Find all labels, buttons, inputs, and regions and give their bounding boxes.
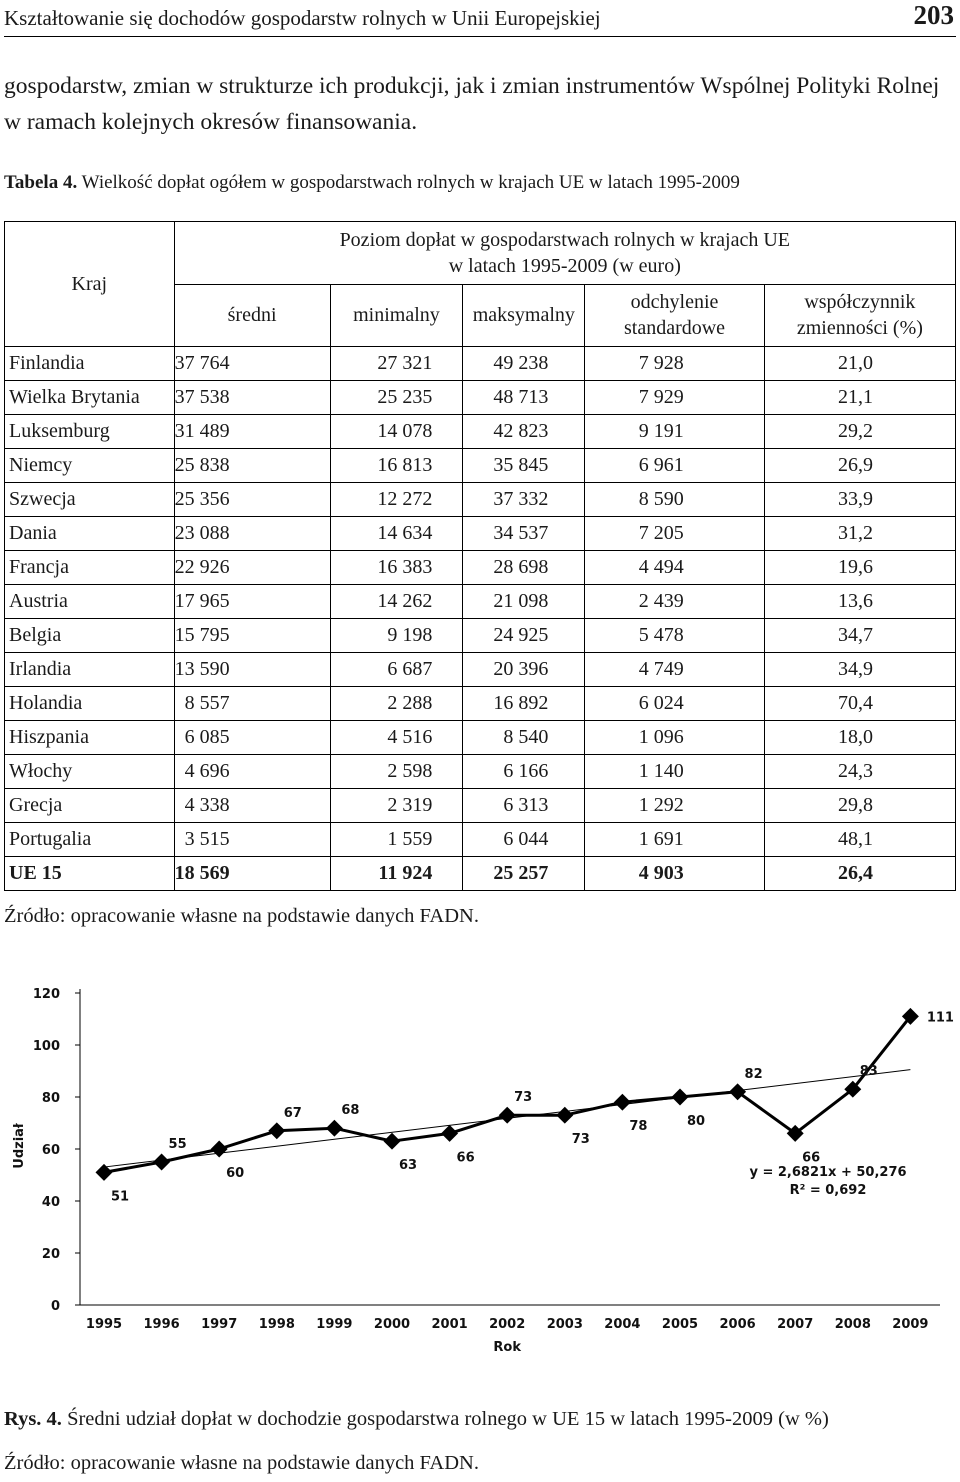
cell-mean: 4 338 bbox=[174, 789, 330, 823]
cell-min: 6 687 bbox=[330, 653, 463, 687]
figure-caption bbox=[4, 1408, 829, 1431]
cell-mean: 23 088 bbox=[174, 517, 330, 551]
data-point bbox=[268, 1122, 285, 1139]
cell-sd: 6 961 bbox=[585, 449, 764, 483]
cell-max: 24 925 bbox=[463, 619, 585, 653]
cell-min: 14 262 bbox=[330, 585, 463, 619]
cell-min: 16 383 bbox=[330, 551, 463, 585]
cell-cv: 34,9 bbox=[764, 653, 955, 687]
figure-caption-text: Średni udział dopłat w dochodzie gospodarstwa rolnego w UE 15 w latach 1995-2009 (w %) bbox=[67, 1408, 829, 1430]
cell-cv: 21,0 bbox=[764, 347, 955, 381]
data-label: 67 bbox=[283, 1105, 302, 1121]
x-tick-label: 2001 bbox=[431, 1317, 468, 1332]
data-label: 83 bbox=[859, 1064, 878, 1080]
table-row bbox=[5, 449, 956, 483]
cell-cv: 29,2 bbox=[764, 415, 955, 449]
x-tick-label: 2000 bbox=[373, 1317, 411, 1332]
cell-min: 12 272 bbox=[330, 483, 463, 517]
cell-max: 49 238 bbox=[463, 347, 585, 381]
table-row bbox=[5, 687, 956, 721]
line-chart bbox=[0, 975, 960, 1365]
data-label: 80 bbox=[686, 1114, 706, 1129]
x-tick-label: 1999 bbox=[316, 1317, 353, 1332]
data-label: 60 bbox=[226, 1166, 245, 1181]
cell-mean: 17 965 bbox=[174, 585, 330, 619]
data-point bbox=[614, 1094, 631, 1111]
cell-country: Niemcy bbox=[5, 449, 175, 483]
table-row bbox=[5, 585, 956, 619]
cell-cv: 21,1 bbox=[764, 381, 955, 415]
cell-cv: 48,1 bbox=[764, 823, 955, 857]
cell-max: 35 845 bbox=[463, 449, 585, 483]
cell-sd: 1 292 bbox=[585, 789, 764, 823]
table-header-row bbox=[5, 222, 956, 285]
cell-cv: 13,6 bbox=[764, 585, 955, 619]
table-row bbox=[5, 721, 956, 755]
y-tick-label: 40 bbox=[41, 1195, 60, 1210]
data-label: 68 bbox=[341, 1103, 360, 1119]
table-source: Źródło: opracowanie własne na podstawie danych FADN. bbox=[4, 905, 479, 927]
data-label: 82 bbox=[744, 1066, 763, 1082]
cell-mean: 13 590 bbox=[174, 653, 330, 687]
y-tick-label: 100 bbox=[32, 1039, 60, 1054]
table-row bbox=[5, 823, 956, 857]
x-tick-label: 2002 bbox=[489, 1317, 526, 1332]
data-point bbox=[326, 1120, 343, 1137]
cell-max: 37 332 bbox=[463, 483, 585, 517]
x-tick-label: 2009 bbox=[892, 1317, 929, 1332]
trend-r2: R² = 0,692 bbox=[789, 1183, 867, 1198]
header-max: maksymalny bbox=[463, 284, 585, 347]
cell-cv: 33,9 bbox=[764, 483, 955, 517]
header-min: minimalny bbox=[330, 284, 463, 347]
y-tick-label: 80 bbox=[41, 1091, 60, 1106]
x-tick-label: 1995 bbox=[85, 1317, 123, 1332]
cell-cv: 29,8 bbox=[764, 789, 955, 823]
table-row bbox=[5, 483, 956, 517]
cell-country: Irlandia bbox=[5, 653, 175, 687]
cell-cv: 70,4 bbox=[764, 687, 955, 721]
cell-sd: 4 749 bbox=[585, 653, 764, 687]
header-mean: średni bbox=[174, 284, 330, 347]
cell-max: 8 540 bbox=[463, 721, 585, 755]
cell-country: Szwecja bbox=[5, 483, 175, 517]
x-tick-label: 2006 bbox=[719, 1317, 756, 1332]
header-sd: odchylenie standardowe bbox=[585, 284, 764, 347]
data-point bbox=[153, 1154, 170, 1171]
running-title: Kształtowanie się dochodów gospodarstw rolnych w Unii Europejskiej bbox=[4, 6, 601, 30]
cell-min: 9 198 bbox=[330, 619, 463, 653]
cell-sd: 1 691 bbox=[585, 823, 764, 857]
total-country: UE 15 bbox=[5, 857, 175, 891]
data-label: 73 bbox=[571, 1132, 590, 1148]
cell-mean: 6 085 bbox=[174, 721, 330, 755]
data-point bbox=[556, 1107, 573, 1124]
cell-country: Hiszpania bbox=[5, 721, 175, 755]
cell-cv: 26,9 bbox=[764, 449, 955, 483]
cell-country: Austria bbox=[5, 585, 175, 619]
table-row bbox=[5, 653, 956, 687]
body-paragraph: gospodarstw, zmian w strukturze ich produkcji, jak i zmian instrumentów Wspólnej Polityki Rolnej w ramach kolejnych okresów finansowania. bbox=[4, 73, 940, 135]
cell-mean: 37 538 bbox=[174, 381, 330, 415]
table-caption-text: Wielkość dopłat ogółem w gospodarstwach rolnych w krajach UE w latach 1995-2009 bbox=[81, 172, 740, 193]
figure-caption-label: Rys. 4. bbox=[4, 1408, 62, 1430]
header-cv: współczynnik zmienności (%) bbox=[764, 284, 955, 347]
table-row bbox=[5, 789, 956, 823]
data-point bbox=[499, 1107, 516, 1124]
cell-sd: 1 140 bbox=[585, 755, 764, 789]
data-label: 55 bbox=[168, 1137, 187, 1152]
header-group: Poziom dopłat w gospodarstwach rolnych w krajach UE w latach 1995-2009 (w euro) bbox=[174, 222, 955, 285]
cell-max: 6 313 bbox=[463, 789, 585, 823]
x-tick-label: 2005 bbox=[661, 1317, 699, 1332]
total-cv: 26,4 bbox=[764, 857, 955, 891]
x-tick-label: 1996 bbox=[143, 1317, 180, 1332]
table-row bbox=[5, 415, 956, 449]
cell-min: 16 813 bbox=[330, 449, 463, 483]
y-tick-label: 0 bbox=[50, 1299, 60, 1314]
cell-sd: 7 929 bbox=[585, 381, 764, 415]
cell-min: 4 516 bbox=[330, 721, 463, 755]
data-label: 111 bbox=[926, 1010, 954, 1026]
cell-country: Holandia bbox=[5, 687, 175, 721]
cell-mean: 31 489 bbox=[174, 415, 330, 449]
table-row bbox=[5, 381, 956, 415]
table-caption bbox=[4, 172, 740, 194]
cell-max: 42 823 bbox=[463, 415, 585, 449]
cell-mean: 15 795 bbox=[174, 619, 330, 653]
page-header bbox=[4, 0, 956, 37]
cell-max: 28 698 bbox=[463, 551, 585, 585]
x-tick-label: 2003 bbox=[546, 1317, 583, 1332]
data-label: 63 bbox=[398, 1158, 418, 1174]
table-row bbox=[5, 517, 956, 551]
y-tick-label: 120 bbox=[32, 987, 60, 1002]
cell-mean: 4 696 bbox=[174, 755, 330, 789]
cell-max: 6 044 bbox=[463, 823, 585, 857]
cell-country: Francja bbox=[5, 551, 175, 585]
data-label: 66 bbox=[802, 1150, 821, 1166]
table-row bbox=[5, 347, 956, 381]
cell-min: 1 559 bbox=[330, 823, 463, 857]
total-mean: 18 569 bbox=[174, 857, 330, 891]
cell-min: 14 078 bbox=[330, 415, 463, 449]
cell-cv: 19,6 bbox=[764, 551, 955, 585]
cell-mean: 3 515 bbox=[174, 823, 330, 857]
total-sd: 4 903 bbox=[585, 857, 764, 891]
data-label: 51 bbox=[110, 1189, 130, 1205]
page-number: 203 bbox=[913, 0, 954, 30]
cell-max: 48 713 bbox=[463, 381, 585, 415]
cell-sd: 9 191 bbox=[585, 415, 764, 449]
cell-country: Portugalia bbox=[5, 823, 175, 857]
x-tick-label: 1998 bbox=[258, 1317, 295, 1332]
cell-mean: 8 557 bbox=[174, 687, 330, 721]
table-row bbox=[5, 619, 956, 653]
header-country: Kraj bbox=[5, 222, 175, 347]
total-max: 25 257 bbox=[463, 857, 585, 891]
data-label: 66 bbox=[456, 1150, 475, 1166]
cell-sd: 1 096 bbox=[585, 721, 764, 755]
y-tick-label: 20 bbox=[41, 1247, 60, 1262]
cell-country: Wielka Brytania bbox=[5, 381, 175, 415]
x-axis-title: Rok bbox=[493, 1340, 521, 1355]
data-point bbox=[384, 1133, 401, 1150]
cell-mean: 25 356 bbox=[174, 483, 330, 517]
cell-max: 21 098 bbox=[463, 585, 585, 619]
cell-sd: 2 439 bbox=[585, 585, 764, 619]
cell-min: 2 288 bbox=[330, 687, 463, 721]
trend-equation: y = 2,6821x + 50,276 bbox=[749, 1165, 907, 1180]
cell-sd: 8 590 bbox=[585, 483, 764, 517]
cell-cv: 34,7 bbox=[764, 619, 955, 653]
table-body bbox=[5, 347, 956, 857]
total-min: 11 924 bbox=[330, 857, 463, 891]
data-label: 73 bbox=[514, 1090, 533, 1106]
y-axis-title: Udział bbox=[12, 1123, 27, 1169]
cell-min: 27 321 bbox=[330, 347, 463, 381]
cell-mean: 37 764 bbox=[174, 347, 330, 381]
x-tick-label: 1997 bbox=[201, 1317, 238, 1332]
subsidy-table bbox=[4, 221, 956, 891]
cell-country: Dania bbox=[5, 517, 175, 551]
cell-country: Grecja bbox=[5, 789, 175, 823]
table-row bbox=[5, 755, 956, 789]
cell-mean: 22 926 bbox=[174, 551, 330, 585]
cell-country: Belgia bbox=[5, 619, 175, 653]
cell-min: 14 634 bbox=[330, 517, 463, 551]
cell-max: 16 892 bbox=[463, 687, 585, 721]
cell-sd: 6 024 bbox=[585, 687, 764, 721]
cell-max: 34 537 bbox=[463, 517, 585, 551]
table-caption-label: Tabela 4. bbox=[4, 172, 78, 193]
x-tick-label: 2007 bbox=[777, 1317, 814, 1332]
data-point bbox=[211, 1141, 228, 1158]
cell-sd: 5 478 bbox=[585, 619, 764, 653]
cell-cv: 18,0 bbox=[764, 721, 955, 755]
table-total-row bbox=[5, 857, 956, 891]
cell-min: 25 235 bbox=[330, 381, 463, 415]
cell-mean: 25 838 bbox=[174, 449, 330, 483]
cell-cv: 31,2 bbox=[764, 517, 955, 551]
data-point bbox=[441, 1125, 458, 1142]
cell-country: Finlandia bbox=[5, 347, 175, 381]
cell-sd: 7 928 bbox=[585, 347, 764, 381]
x-tick-label: 2008 bbox=[834, 1317, 871, 1332]
y-tick-label: 60 bbox=[41, 1143, 60, 1158]
table-row bbox=[5, 551, 956, 585]
figure-source: Źródło: opracowanie własne na podstawie danych FADN. bbox=[4, 1452, 479, 1474]
cell-max: 6 166 bbox=[463, 755, 585, 789]
cell-max: 20 396 bbox=[463, 653, 585, 687]
data-label: 78 bbox=[629, 1119, 648, 1135]
cell-sd: 7 205 bbox=[585, 517, 764, 551]
cell-min: 2 598 bbox=[330, 755, 463, 789]
cell-sd: 4 494 bbox=[585, 551, 764, 585]
cell-country: Luksemburg bbox=[5, 415, 175, 449]
cell-cv: 24,3 bbox=[764, 755, 955, 789]
cell-country: Włochy bbox=[5, 755, 175, 789]
cell-min: 2 319 bbox=[330, 789, 463, 823]
data-point bbox=[672, 1089, 689, 1106]
x-tick-label: 2004 bbox=[604, 1317, 641, 1332]
